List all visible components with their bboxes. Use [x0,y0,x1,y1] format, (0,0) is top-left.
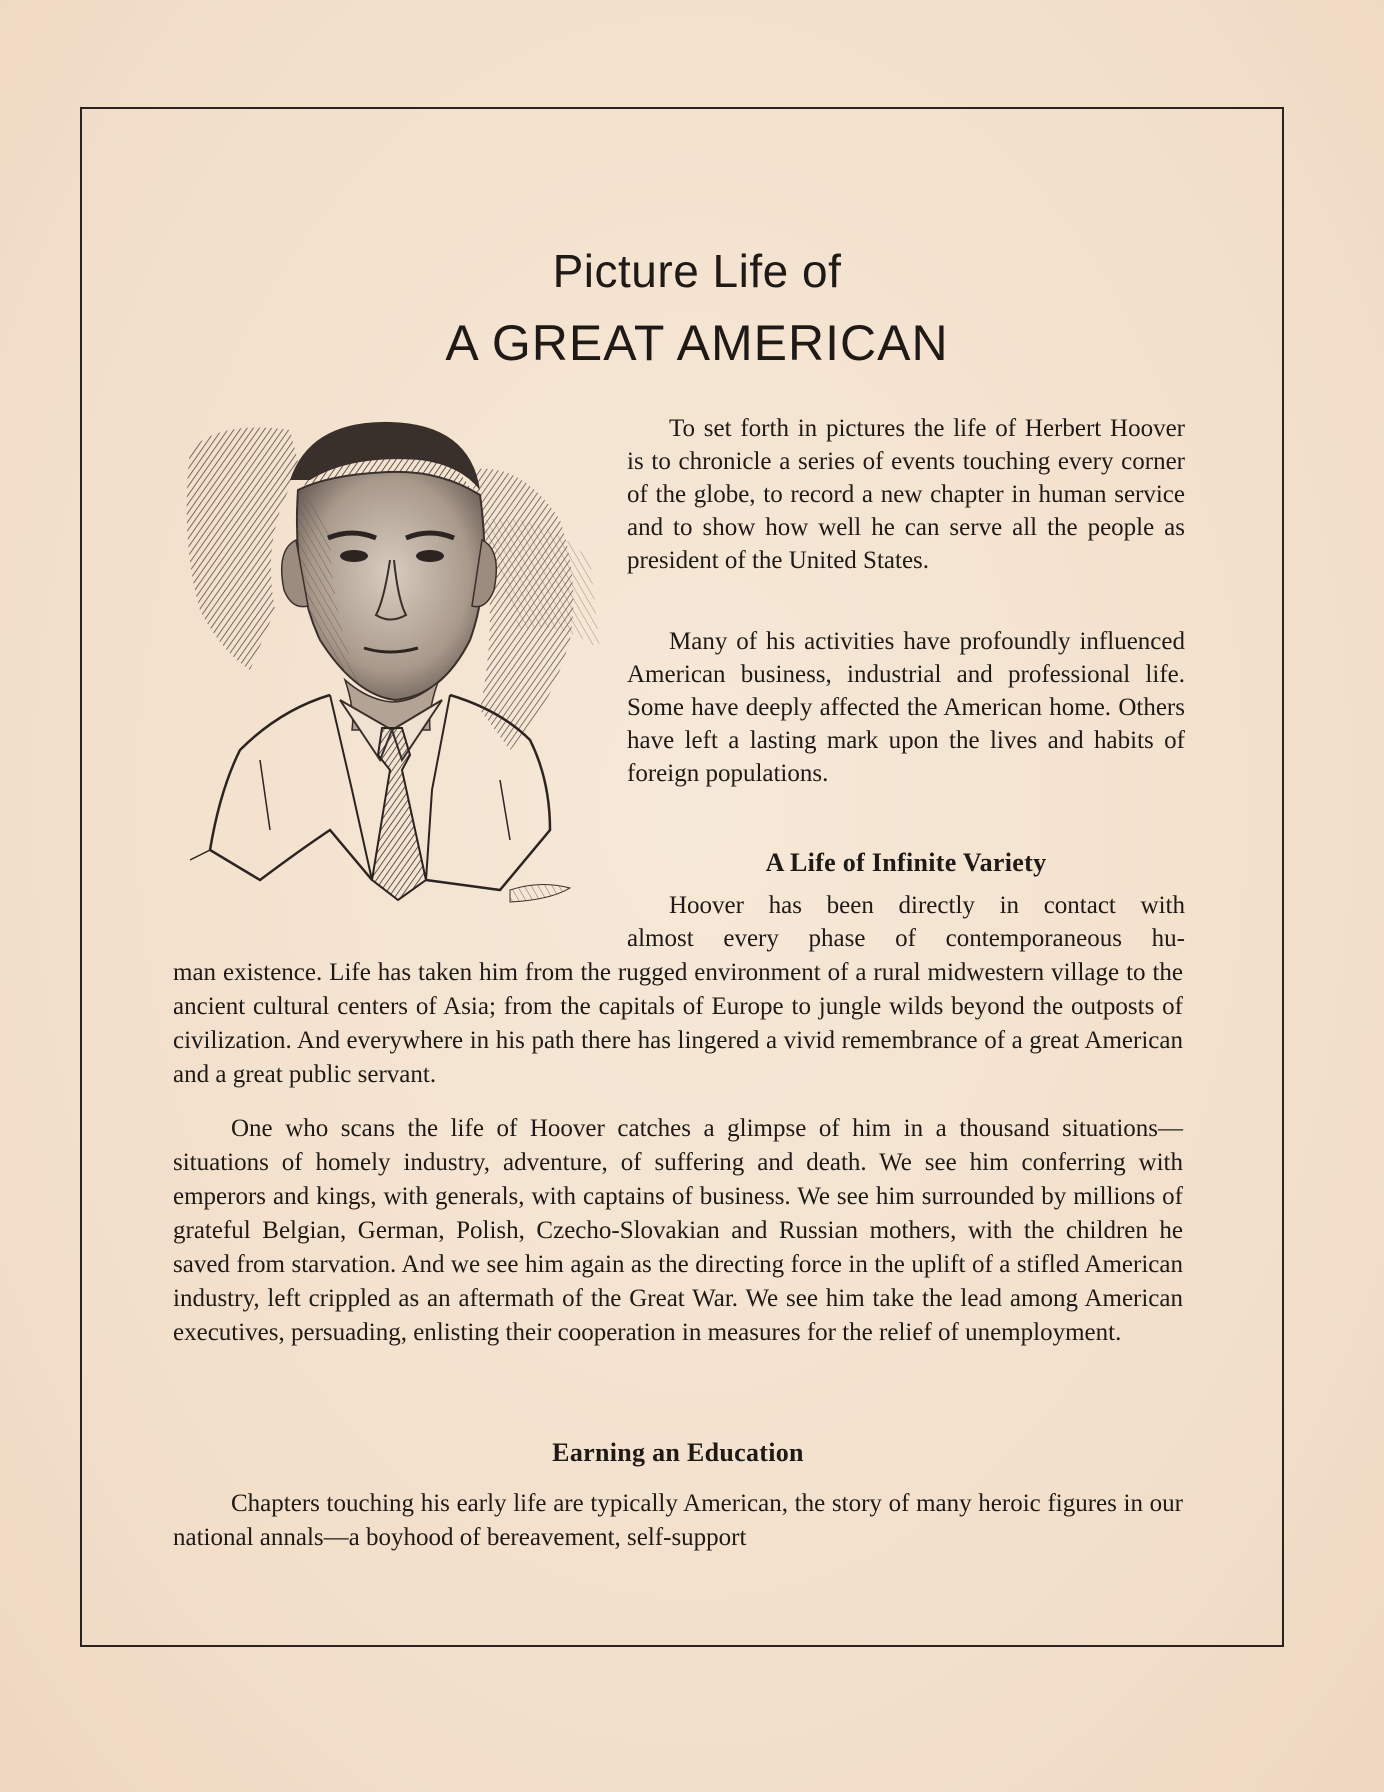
section-heading-variety: A Life of Infinite Variety [765,848,1047,877]
title-line-2: A GREAT AMERICAN [445,315,949,371]
variety-paragraph-continuation: man existence. Life has taken him from the rugged environment of a rural midwestern village to the ancient cultural centers of Asia; from the capitals of Europe to jungle wilds beyond the outposts of civilization. And everywhere in his path there has lingered a vivid remembrance of a great American and a great public servant. [173,959,1183,1088]
variety-line-1: Hoover has been directly in contact with [669,892,1185,919]
intro-paragraph-1: To set forth in pictures the life of Herbert Hoover is to chronicle a series of events touching every corner of the globe, to record a new chapter in human service and to show how well he can serve all the people as president of the United States. [627,415,1185,574]
section-heading-education: Earning an Education [552,1438,804,1467]
variety-paragraph-2: One who scans the life of Hoover catches a glimpse of him in a thousand situations—situations of homely industry, adventure, of suffering and death. We see him conferring with emperors and kings, with generals, with captains of business. We see him surrounded by millions of grateful Belgian, German, Polish, Czecho-Slovakian and Russian mothers, with the children he saved from starvation. And we see him again as the directing force in the uplift of a stifled American industry, left crippled as an aftermath of the Great War. We see him take the lead among American executives, persuading, enlisting their cooperation in measures for the relief of unemployment. [173,1115,1183,1346]
title-line-1: Picture Life of [552,245,842,297]
portrait-engraving-icon [180,410,620,910]
intro-paragraph-2: Many of his activities have profoundly influenced American business, industrial and professional life. Some have deeply affected the American home. Others have left a lasting mark upon the lives and habits of foreign populations. [627,628,1185,787]
variety-line-2: almost every phase of contemporaneous hu- [627,925,1185,952]
education-paragraph-1: Chapters touching his early life are typically American, the story of many heroic figures in our national annals—a boyhood of bereavement, self-support [173,1490,1183,1551]
variety-wrap-lines [627,889,1185,955]
